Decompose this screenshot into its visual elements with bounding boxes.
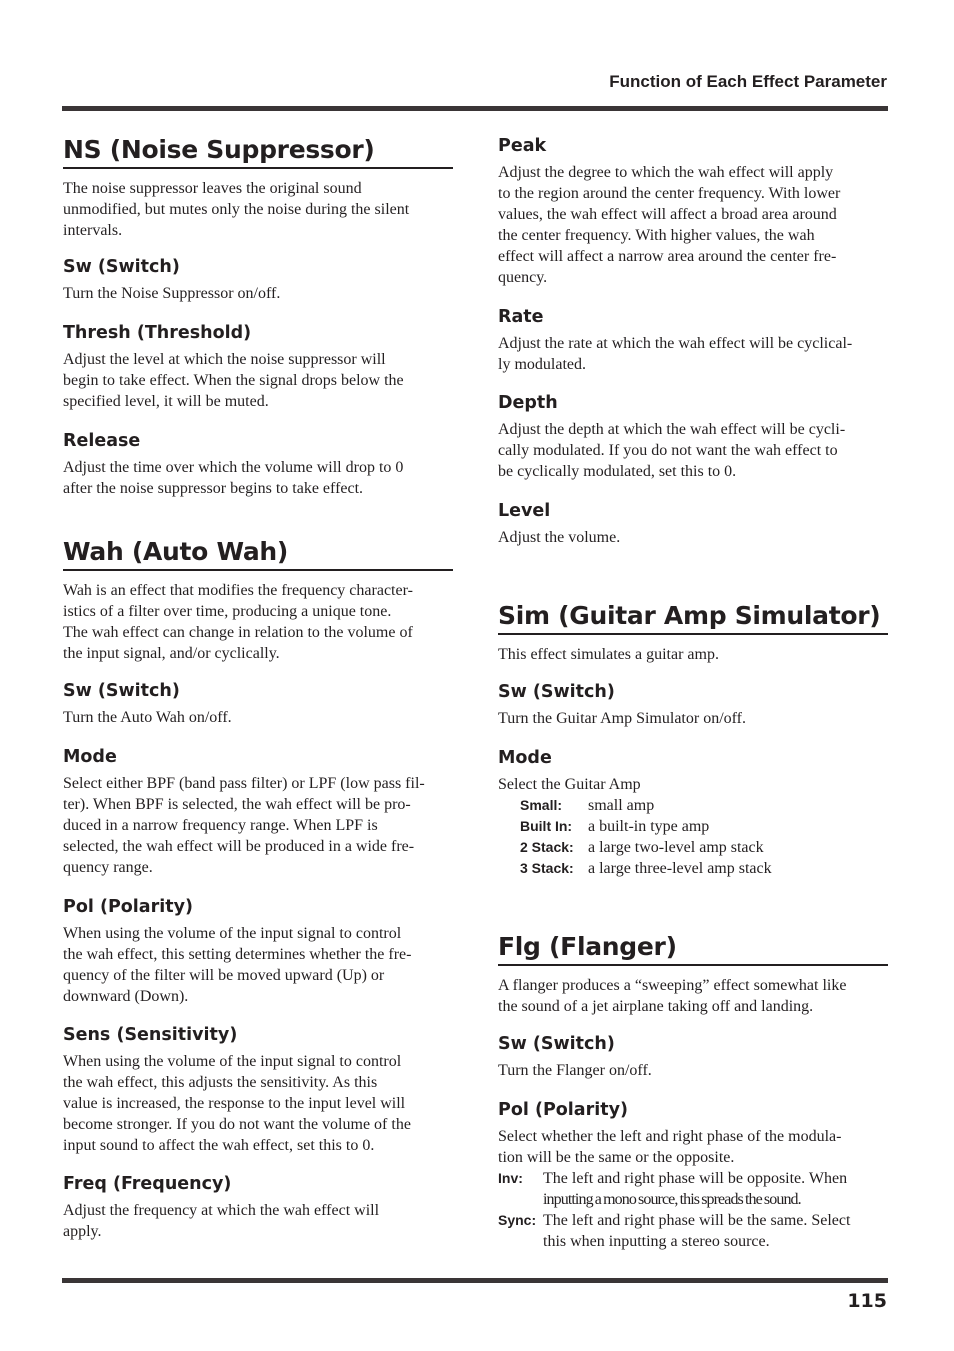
wah-sens-line: value is increased, the response to the input level will: [63, 1095, 406, 1112]
option-term: 3 Stack:: [520, 860, 574, 876]
wah-sw-heading: Sw (Switch): [63, 681, 180, 701]
sim-sw-text: [498, 708, 890, 729]
wah-depth-line: be cyclically modulated, set this to 0.: [498, 463, 737, 480]
ns-release: [63, 429, 455, 499]
ns-release-line: after the noise suppressor begins to take effect.: [63, 480, 364, 497]
wah-sw-line: Turn the Auto Wah on/off.: [63, 709, 232, 726]
wah-peak: [498, 134, 890, 288]
wah-level: [498, 499, 890, 548]
wah-pol-line: quency of the filter will be moved upward (Up) or: [63, 967, 385, 984]
wah-intro-line: Wah is an effect that modifies the frequency character-: [63, 582, 413, 599]
flg-intro-line: the sound of a jet airplane taking off and landing.: [498, 998, 814, 1015]
ns-intro-line: The noise suppressor leaves the original sound: [63, 180, 362, 197]
wah-intro-line: the input signal, and/or cyclically.: [63, 645, 280, 662]
ns-intro: [63, 178, 455, 241]
wah-sens-heading: Sens (Sensitivity): [63, 1025, 238, 1045]
wah-sens-line: When using the volume of the input signal to control: [63, 1053, 402, 1070]
wah-rate-heading: Rate: [498, 307, 544, 327]
wah-mode-line: quency range.: [63, 859, 153, 876]
wah-depth-line: cally modulated. If you do not want the wah effect to: [498, 442, 838, 459]
option-desc: a large three-level amp stack: [588, 860, 772, 877]
wah-pol-line: downward (Down).: [63, 988, 189, 1005]
option-desc: a large two-level amp stack: [588, 839, 764, 856]
wah-peak-line: values, the wah effect will affect a broad area around: [498, 206, 837, 223]
sim-title: Sim (Guitar Amp Simulator): [498, 600, 888, 635]
sim-sw-heading: Sw (Switch): [498, 682, 615, 702]
wah-mode-line: selected, the wah effect will be produced in a wide fre-: [63, 838, 415, 855]
option-desc: [543, 1210, 890, 1252]
flg-intro: [498, 975, 890, 1017]
option-term: 2 Stack:: [520, 839, 574, 855]
wah-mode: [63, 745, 455, 878]
sim-mode-option: [498, 795, 890, 816]
sim-mode: [498, 746, 890, 879]
wah-pol-text: [63, 923, 455, 1007]
wah-freq: [63, 1172, 455, 1242]
wah-section: [63, 536, 455, 664]
wah-freq-line: Adjust the frequency at which the wah effect will: [63, 1202, 380, 1219]
wah-level-text: [498, 527, 890, 548]
running-header: Function of Each Effect Parameter: [609, 72, 887, 91]
sim-mode-option: [498, 816, 890, 837]
option-term: Small:: [520, 797, 563, 813]
ns-section: [63, 134, 455, 241]
wah-intro-line: The wah effect can change in relation to the volume of: [63, 624, 413, 641]
flg-intro-line: A flanger produces a “sweeping” effect somewhat like: [498, 977, 847, 994]
ns-thresh-heading: Thresh (Threshold): [63, 323, 252, 343]
sim-mode-option: [498, 858, 890, 879]
wah-level-heading: Level: [498, 501, 551, 521]
flg-title: Flg (Flanger): [498, 931, 888, 966]
wah-depth-text: [498, 419, 890, 482]
sim-mode-options: [498, 795, 890, 879]
footer-rule: [62, 1278, 888, 1283]
sim-mode-heading: Mode: [498, 748, 552, 768]
wah-peak-line: effect will affect a narrow area around the center fre-: [498, 248, 837, 265]
wah-sw-text: [63, 707, 455, 728]
flg-sw: [498, 1032, 890, 1081]
option-desc-line: The left and right phase will be opposite. When: [543, 1170, 848, 1187]
wah-peak-line: the center frequency. With higher values, the wah: [498, 227, 815, 244]
option-desc-line: The left and right phase will be the same. Select: [543, 1212, 851, 1229]
sim-intro-line: This effect simulates a guitar amp.: [498, 646, 719, 663]
wah-sens-line: the wah effect, this adjusts the sensitivity. As this: [63, 1074, 378, 1091]
ns-sw: [63, 255, 455, 304]
wah-mode-line: Select either BPF (band pass filter) or LPF (low pass fil-: [63, 775, 425, 792]
wah-mode-text: [63, 773, 455, 878]
wah-pol: [63, 895, 455, 1007]
flg-pol-line: tion will be the same or the opposite.: [498, 1149, 735, 1166]
sim-intro: [498, 644, 890, 665]
option-desc: small amp: [588, 797, 655, 814]
wah-sens-line: become stronger. If you do not want the volume of the: [63, 1116, 411, 1133]
wah-intro-line: istics of a filter over time, producing a unique tone.: [63, 603, 392, 620]
page-number: 115: [847, 1290, 887, 1312]
flg-sw-text: [498, 1060, 890, 1081]
sim-sw: [498, 680, 890, 729]
ns-thresh-text: [63, 349, 455, 412]
wah-rate: [498, 305, 890, 375]
option-desc: a built-in type amp: [588, 818, 710, 835]
flg-sw-line: Turn the Flanger on/off.: [498, 1062, 652, 1079]
wah-sens-line: input sound to affect the wah effect, set this to 0.: [63, 1137, 375, 1154]
option-term: Built In:: [520, 818, 573, 834]
sim-mode-option: [498, 837, 890, 858]
wah-peak-heading: Peak: [498, 136, 547, 156]
wah-level-line: Adjust the volume.: [498, 529, 621, 546]
wah-sens: [63, 1023, 455, 1156]
sim-section: [498, 600, 890, 665]
flg-pol: [498, 1098, 890, 1252]
ns-release-text: [63, 457, 455, 499]
wah-mode-line: duced in a narrow frequency range. When LPF is: [63, 817, 378, 834]
ns-thresh-line: Adjust the level at which the noise suppressor will: [63, 351, 386, 368]
wah-mode-line: ter). When BPF is selected, the wah effect will be pro-: [63, 796, 411, 813]
flg-pol-option: [498, 1210, 890, 1252]
wah-pol-line: When using the volume of the input signal to control: [63, 925, 402, 942]
option-term: Inv:: [498, 1170, 523, 1186]
wah-mode-heading: Mode: [63, 747, 117, 767]
wah-title: Wah (Auto Wah): [63, 536, 453, 571]
header-rule: [62, 106, 888, 111]
ns-release-heading: Release: [63, 431, 141, 451]
flg-pol-option: [498, 1168, 890, 1210]
wah-rate-text: [498, 333, 890, 375]
option-desc-line: inputting a mono source, this spreads the sound.: [543, 1191, 801, 1208]
ns-sw-heading: Sw (Switch): [63, 257, 180, 277]
wah-freq-line: apply.: [63, 1223, 102, 1240]
wah-peak-line: Adjust the degree to which the wah effect will apply: [498, 164, 834, 181]
ns-sw-line: Turn the Noise Suppressor on/off.: [63, 285, 281, 302]
sim-mode-line: Select the Guitar Amp: [498, 776, 641, 793]
ns-thresh-line: begin to take effect. When the signal drops below the: [63, 372, 404, 389]
wah-peak-line: to the region around the center frequency. With lower: [498, 185, 841, 202]
sim-mode-text: [498, 774, 890, 795]
ns-thresh-line: specified level, it will be muted.: [63, 393, 269, 410]
wah-freq-text: [63, 1200, 455, 1242]
ns-thresh: [63, 321, 455, 412]
option-term: Sync:: [498, 1212, 537, 1228]
wah-pol-line: the wah effect, this setting determines whether the fre-: [63, 946, 412, 963]
wah-intro: [63, 580, 455, 664]
wah-rate-line: Adjust the rate at which the wah effect will be cyclical-: [498, 335, 853, 352]
wah-depth-heading: Depth: [498, 393, 558, 413]
wah-sw: [63, 679, 455, 728]
flg-pol-options: [498, 1168, 890, 1252]
wah-sens-text: [63, 1051, 455, 1156]
ns-release-line: Adjust the time over which the volume will drop to 0: [63, 459, 404, 476]
flg-pol-text: [498, 1126, 890, 1168]
sim-sw-line: Turn the Guitar Amp Simulator on/off.: [498, 710, 746, 727]
flg-pol-heading: Pol (Polarity): [498, 1100, 628, 1120]
wah-depth-line: Adjust the depth at which the wah effect will be cycli-: [498, 421, 846, 438]
flg-sw-heading: Sw (Switch): [498, 1034, 615, 1054]
ns-intro-line: unmodified, but mutes only the noise during the silent: [63, 201, 410, 218]
wah-rate-line: ly modulated.: [498, 356, 586, 373]
wah-depth: [498, 391, 890, 482]
option-desc: [543, 1168, 890, 1210]
flg-pol-line: Select whether the left and right phase of the modula-: [498, 1128, 842, 1145]
wah-peak-text: [498, 162, 890, 288]
wah-pol-heading: Pol (Polarity): [63, 897, 193, 917]
ns-title: NS (Noise Suppressor): [63, 134, 453, 169]
wah-peak-line: quency.: [498, 269, 548, 286]
wah-freq-heading: Freq (Frequency): [63, 1174, 232, 1194]
ns-sw-text: [63, 283, 455, 304]
flg-section: [498, 931, 890, 1017]
ns-intro-line: intervals.: [63, 222, 123, 239]
option-desc-line: this when inputting a stereo source.: [543, 1233, 770, 1250]
